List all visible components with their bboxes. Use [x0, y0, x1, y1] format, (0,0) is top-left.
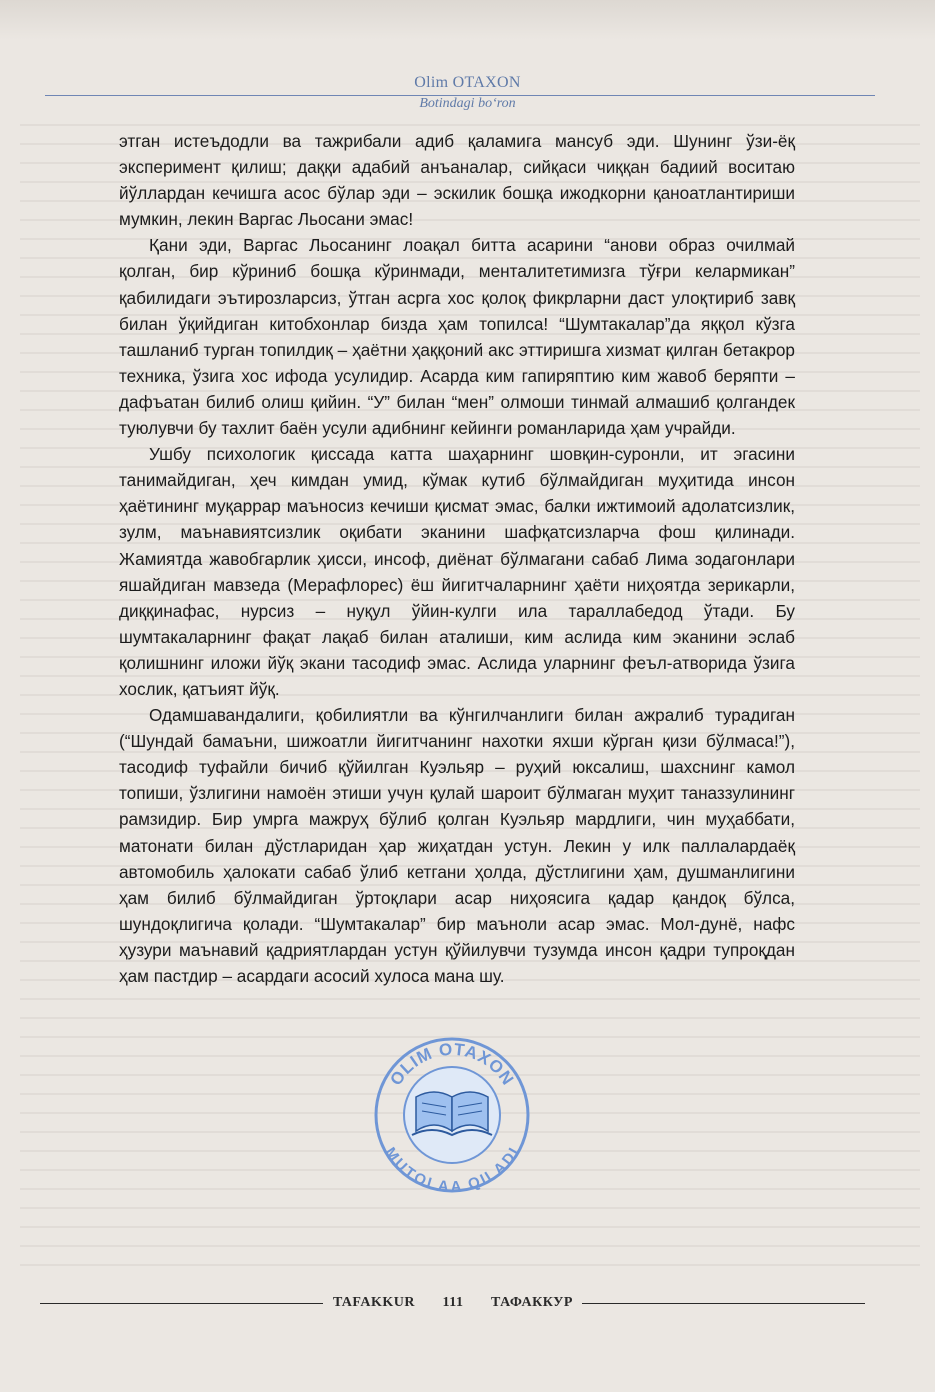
paragraph: Одамшавандалиги, қобилиятли ва кўнгилчанлиги билан ажралиб турадиган (“Шундай бамаъни, шижоатли йигитчанинг нахотки яхши кўрган қизи бўлмаса!”), тасодиф туфайли бичиб қўйилган Куэльяр – руҳий юксалиш, шахснинг камол топиши, ўзлигини намоён этиши учун қулай шароит бўлмаган муҳит таназзулининг рамзидир. Бир умрга мажруҳ бўлиб қолган Куэльяр мардлиги, чин муҳаббати, матонати билан дўстларидан ҳар жиҳатдан устун. Лекин у илк паллалардаёқ автомобиль ҳалокати сабаб ўлиб кетгани ҳолда, дўстлигини ҳам, душманлигини ҳам билиб бўлмайдиган ўртоқлари асар ниҳоясига қадар қандоқ бўлса, шундоқлигича қолади. “Шумтакалар” бир маъноли асар эмас. Мол-дунё, нафс ҳузури маънавий қадриятлардан устун қўйилувчи тузумда инсон қадри тупроқдан ҳам пастдир – асардаги асосий хулоса мана шу. — [119, 705, 795, 986]
running-header-title: Botindagi bo‘ron — [419, 96, 516, 111]
paragraph: Ушбу психологик қиссада катта шаҳарнинг шовқин-суронли, ит эгасини танимайдиган, ҳеч кимдан умид, кўмак кутиб бўлмайдиган муҳитида инсон ҳаётининг муқаррар маъносиз кечиши қисмат эмас, балки ижтимоий адолатсизлик, зулм, маънавиятсизлик оқибати эканини шафқатсизларча фош қилинади. Жамиятда жавобгарлик ҳисси, инсоф, диёнат бўлмагани сабаб Лима зодагонлари яшайдиган мавзеда (Мерафлорес) ёш йигитчаларнинг ҳаёти ниҳоятда зерикарли, диққинафас, нурсиз – нуқул ўйин-кулги ила тараллабедод ўтади. Бу шумтакаларнинг фақат лақаб билан аталиши, ким аслида ким эканини эслаб қолишнинг иложи йўқ экани тасодиф эмас. Аслида уларнинг феъл-атворида ўзига хослик, қатъият йўқ. — [119, 444, 795, 699]
paragraph: этган истеъдодли ва тажрибали адиб қаламига мансуб эди. Шунинг ўзи-ёқ эксперимент қилиш; даққи адабий анъаналар, сийқаси чиққан бадиий воситаю йўллардан кечишга асос бўлар эди – эскилик бошқа ижодкорни қаноатлантириши мумкин, лекин Варгас Льосани эмас! — [119, 131, 795, 230]
footer-rule-right — [582, 1303, 865, 1304]
paragraph: Қани эди, Варгас Льосанинг лоақал битта асарини “анови образ очилмай қолган, бир кўриниб бошқа кўринмади, менталитетимизга тўғри келармикан” қабилидаги эътирозларсиз, ўтган асрга хос қолоқ фикрларни даст улоқтириб завқ билан ўқийдиган китобхонлар бизда ҳам топилса! “Шумтакалар”да яққол кўзга ташланиб турган топилдиқ – ҳаётни ҳаққоний акс эттиришга хизмат қилган бетакрор техника, ўзига хос ифода усулидир. Асарда ким гапиряптию ким жавоб беряпти – дафъатан билиб олиш қийин. “У” билан “мен” олмоши тинмай алмашиб қолгандек туюлувчи бу тахлит баён усули адибнинг кейинги романларида ҳам учрайди. — [119, 235, 795, 439]
library-stamp — [372, 1035, 532, 1195]
footer-left-word: TAFAKKUR — [333, 1295, 416, 1310]
footer-rule-left — [40, 1303, 323, 1304]
running-footer — [333, 1295, 573, 1311]
article-body — [119, 128, 795, 989]
stamp-bottom-text: MUTOLAA QILADI — [381, 1144, 523, 1195]
footer-right-word: ТАФАККУР — [491, 1295, 573, 1310]
stamp-top-text: OLIM OTAXON — [386, 1039, 518, 1089]
page-shadow — [0, 0, 935, 40]
page-number: 111 — [442, 1295, 464, 1310]
running-header-author: Olim OTAXON — [414, 74, 521, 91]
